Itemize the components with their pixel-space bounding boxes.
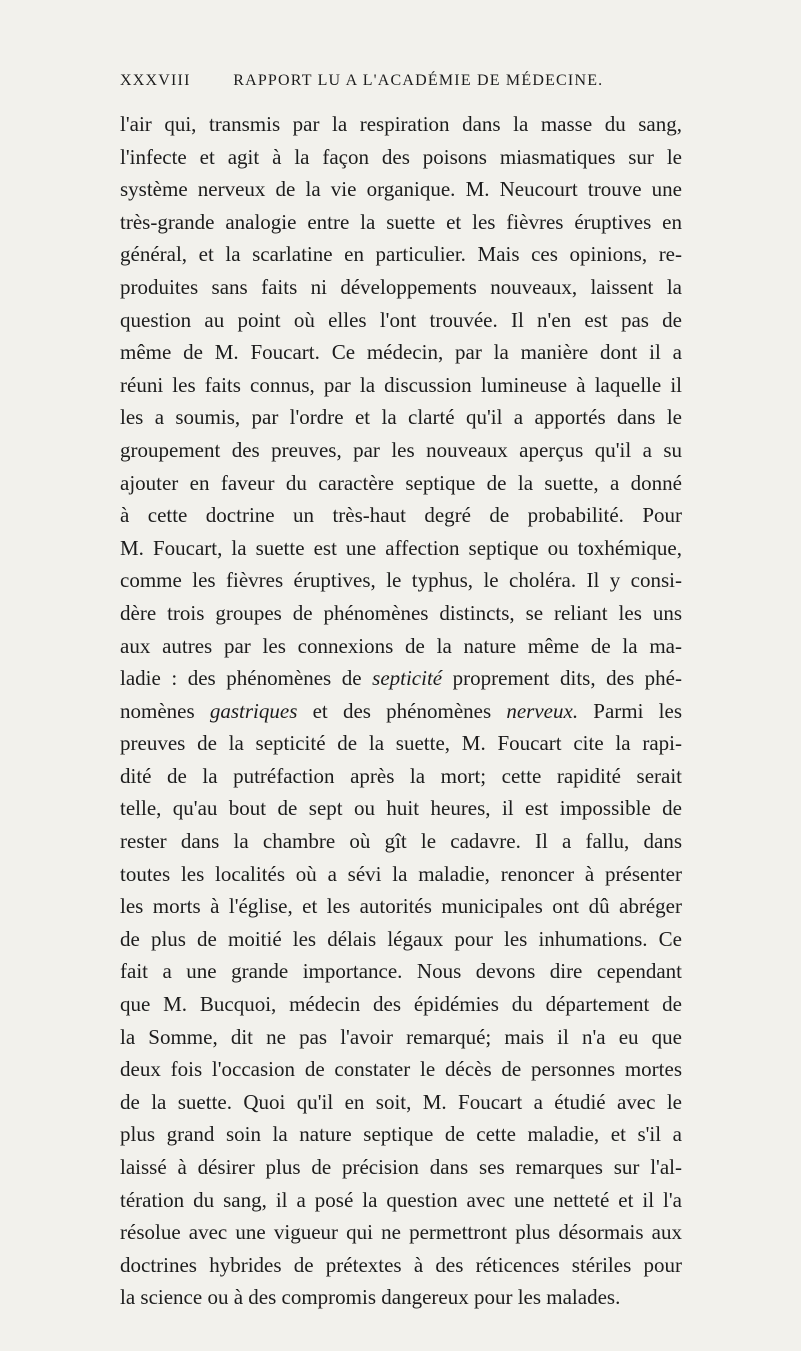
text-line: question au point où elles l'ont trouvée. Il n'en est pas de bbox=[120, 307, 682, 332]
page-number: XXXVIII bbox=[120, 72, 191, 89]
text-line: groupement des preuves, par les nouveaux aperçus qu'il a su bbox=[120, 437, 682, 462]
italic-term: septicité bbox=[372, 666, 443, 691]
text-line: l'infecte et agit à la façon des poisons miasmatiques sur le bbox=[120, 144, 682, 169]
text-line-with-italic bbox=[120, 662, 682, 695]
text-line: laissé à désirer plus de précision dans ses remarques sur l'al- bbox=[120, 1155, 682, 1179]
text-run: nomènes bbox=[120, 698, 210, 723]
text-line: ajouter en faveur du caractère septique de la suette, a donné bbox=[120, 470, 682, 495]
text-run: et des phénomènes bbox=[297, 698, 507, 723]
text-line: la science ou à des compromis dangereux pour les malades. bbox=[120, 1285, 621, 1310]
text-line: les morts à l'église, et les autorités municipales ont dû abréger bbox=[120, 894, 682, 919]
text-line: très-grande analogie entre la suette et les fièvres éruptives en bbox=[120, 209, 682, 234]
text-run: proprement dits, des phé- bbox=[442, 666, 682, 691]
text-line: telle, qu'au bout de sept ou huit heures, il est impossible de bbox=[120, 796, 682, 821]
text-line: général, et la scarlatine en particulier. Mais ces opinions, re- bbox=[120, 242, 682, 267]
text-line: deux fois l'occasion de constater le décès de personnes mortes bbox=[120, 1057, 682, 1082]
text-run: Parmi les bbox=[578, 698, 682, 723]
text-line: dité de la putréfaction après la mort; cette rapidité serait bbox=[120, 763, 682, 788]
text-line: la Somme, dit ne pas l'avoir remarqué; mais il n'a eu que bbox=[120, 1024, 682, 1049]
text-line: toutes les localités où a sévi la maladie, renoncer à présenter bbox=[120, 861, 682, 886]
text-line: tération du sang, il a posé la question avec une netteté et il l'a bbox=[120, 1187, 682, 1212]
text-line: réuni les faits connus, par la discussion lumineuse à laquelle il bbox=[120, 372, 682, 397]
text-line: M. Foucart, la suette est une affection septique ou toxhémique, bbox=[120, 535, 682, 560]
text-line: produites sans faits ni développements nouveaux, laissent la bbox=[120, 274, 682, 299]
text-line: aux autres par les connexions de la nature même de la ma- bbox=[120, 633, 682, 658]
text-line: les a soumis, par l'ordre et la clarté qu'il a apportés dans le bbox=[120, 405, 682, 430]
text-line: système nerveux de la vie organique. M. Neucourt trouve une bbox=[120, 177, 682, 202]
text-line-with-italic bbox=[120, 695, 682, 728]
text-line: résolue avec une vigueur qui ne permettront plus désormais aux bbox=[120, 1220, 682, 1245]
text-line: à cette doctrine un très-haut degré de probabilité. Pour bbox=[120, 503, 682, 528]
text-line: dère trois groupes de phénomènes distincts, se reliant les uns bbox=[120, 600, 682, 625]
running-head bbox=[120, 72, 680, 98]
body-text bbox=[120, 108, 682, 1314]
text-run: ladie : des phénomènes de bbox=[120, 666, 373, 691]
italic-term: nerveux. bbox=[506, 698, 579, 723]
text-line: doctrines hybrides de prétextes à des réticences stériles pour bbox=[120, 1252, 682, 1277]
text-line: preuves de la septicité de la suette, M. Foucart cite la rapi- bbox=[120, 731, 682, 756]
running-title: RAPPORT LU A L'ACADÉMIE DE MÉDECINE. bbox=[233, 72, 604, 89]
text-line: de plus de moitié les délais légaux pour les inhumations. Ce bbox=[120, 926, 682, 951]
text-line: plus grand soin la nature septique de cette maladie, et s'il a bbox=[120, 1122, 682, 1147]
text-line: même de M. Foucart. Ce médecin, par la manière dont il a bbox=[120, 340, 682, 365]
text-line: de la suette. Quoi qu'il en soit, M. Foucart a étudié avec le bbox=[120, 1089, 682, 1114]
text-line: que M. Bucquoi, médecin des épidémies du département de bbox=[120, 992, 682, 1017]
text-line: l'air qui, transmis par la respiration dans la masse du sang, bbox=[120, 112, 682, 136]
text-line: comme les fièvres éruptives, le typhus, le choléra. Il y consi- bbox=[120, 568, 682, 593]
text-line: fait a une grande importance. Nous devons dire cependant bbox=[120, 959, 682, 984]
text-line: rester dans la chambre où gît le cadavre. Il a fallu, dans bbox=[120, 829, 682, 854]
italic-term: gastriques bbox=[209, 698, 298, 723]
